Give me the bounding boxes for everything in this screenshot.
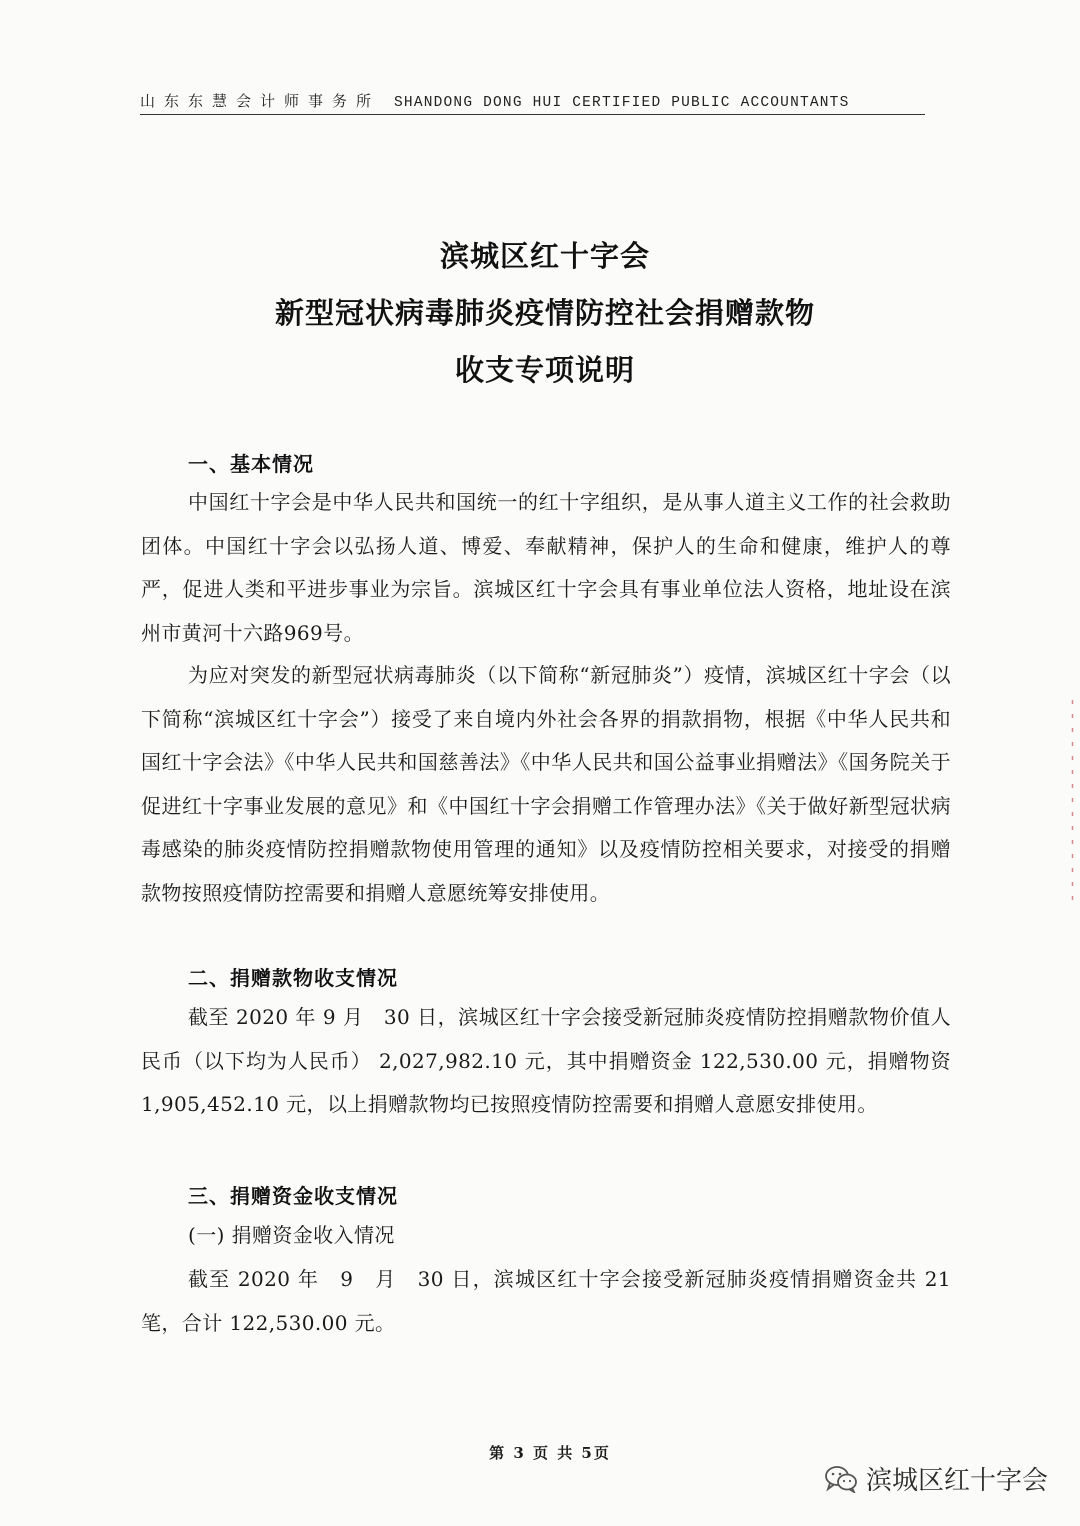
- paragraph-donation-basis: 为应对突发的新型冠状病毒肺炎（以下简称“新冠肺炎”）疫情，滨城区红十字会（以下简称“滨城区红十字会”）接受了来自境内外社会各界的捐款捐物，根据《中华人民共和国红十字会法》《中华人民共和国慈善法》《中华人民共和国公益事业捐赠法》《国务院关于促进红十字事业发展的意见》和《中国红十字会捐赠工作管理办法》《关于做好新型冠状病毒感染的肺炎疫情防控捐赠款物使用管理的通知》以及疫情防控相关要求，对接受的捐赠款物按照疫情防控需要和捐赠人意愿统筹安排使用。: [141, 663, 951, 905]
- scan-edge-mark: [1071, 700, 1074, 900]
- document-title: [0, 228, 1080, 399]
- title-line-2: 新型冠状病毒肺炎疫情防控社会捐赠款物: [274, 296, 815, 330]
- watermark-text: 滨城区红十字会: [865, 1466, 1048, 1496]
- paragraph-red-cross-intro: 中国红十字会是中华人民共和国统一的红十字组织，是从事人道主义工作的社会救助团体。中国红十字会以弘扬人道、博爱、奉献精神，保护人的生命和健康，维护人的尊严，促进人类和平进步事业为宗旨。滨城区红十字会具有事业单位法人资格，地址设在滨州市黄河十六路969号。: [141, 490, 951, 645]
- subsection-heading-fund-income: (一) 捐赠资金收入情况: [188, 1223, 395, 1247]
- firm-name-en: SHANDONG DONG HUI CERTIFIED PUBLIC ACCOUNTANTS: [394, 95, 850, 111]
- section-heading-basic-info: 一、基本情况: [188, 452, 314, 476]
- page-number: 第 3 页 共 5页: [489, 1444, 611, 1462]
- title-line-1: 滨城区红十字会: [439, 239, 650, 273]
- firm-name-cn: 山东东慧会计师事务所: [140, 94, 381, 111]
- wechat-icon: [824, 1465, 858, 1493]
- paragraph-donation-summary: 截至 2020 年 9 月 30 日，滨城区红十字会接受新冠肺炎疫情防控捐赠款物价值人民币（以下均为人民币） 2,027,982.10 元，其中捐赠资金 122,530.00 元，捐赠物资 1,905,452.10 元，以上捐赠款物均已按照疫情防控需要和捐赠人意愿安排使用。: [141, 1005, 951, 1116]
- section-heading-donation-summary: 二、捐赠款物收支情况: [188, 966, 398, 990]
- title-line-3: 收支专项说明: [454, 353, 635, 387]
- watermark: [824, 1460, 1048, 1497]
- section-heading-fund-summary: 三、捐赠资金收支情况: [188, 1184, 398, 1208]
- page-header: [140, 90, 925, 115]
- paragraph-fund-income: 截至 2020 年 9 月 30 日，滨城区红十字会接受新冠肺炎疫情捐赠资金共 21 笔，合计 122,530.00 元。: [141, 1267, 951, 1335]
